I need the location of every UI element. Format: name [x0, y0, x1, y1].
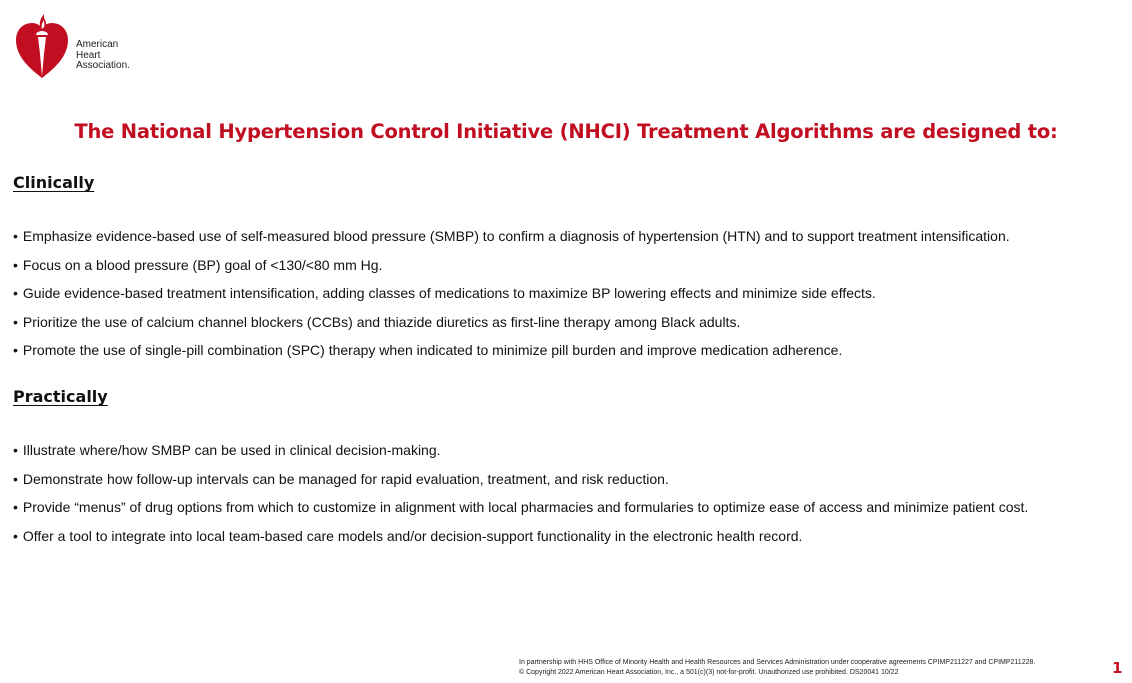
- list-item: • Demonstrate how follow-up intervals can be managed for rapid evaluation, treatment, and risk reduction.: [13, 470, 1028, 499]
- heart-torch-icon: [14, 10, 70, 82]
- logo-wordmark: [76, 40, 130, 72]
- section-heading-practically: Practically: [13, 387, 108, 406]
- list-item: • Emphasize evidence-based use of self-measured blood pressure (SMBP) to confirm a diagnosis of hypertension (HTN) and to support treatment intensification.: [13, 227, 1010, 256]
- aha-logo: [14, 10, 154, 82]
- logo-line-3: Association.: [76, 60, 130, 71]
- list-item: • Promote the use of single-pill combination (SPC) therapy when indicated to minimize pill burden and improve medication adherence.: [13, 341, 1010, 370]
- logo-line-1: American: [76, 39, 119, 50]
- list-item: • Illustrate where/how SMBP can be used in clinical decision-making.: [13, 441, 1028, 470]
- practically-list: [13, 441, 1028, 555]
- list-item: • Offer a tool to integrate into local team-based care models and/or decision-support functionality in the electronic health record.: [13, 527, 1028, 556]
- list-item: • Prioritize the use of calcium channel blockers (CCBs) and thiazide diuretics as first-line therapy among Black adults.: [13, 313, 1010, 342]
- logo-line-2: Heart: [76, 49, 101, 61]
- page-number: 1: [1112, 659, 1123, 677]
- page-title: The National Hypertension Control Initiative (NHCI) Treatment Algorithms are designed to:: [74, 120, 1058, 143]
- footer-legal: [519, 658, 1035, 678]
- footer-partnership: In partnership with HHS Office of Minority Health and Health Resources and Services Administration under cooperative agreements CPIMP211227 and CPIMP211228.: [519, 659, 1036, 666]
- list-item: • Guide evidence-based treatment intensification, adding classes of medications to maximize BP lowering effects and minimize side effects.: [13, 284, 1010, 313]
- clinically-list: [13, 227, 1010, 370]
- footer-copyright: © Copyright 2022 American Heart Association, Inc., a 501(c)(3) not-for-profit. Unauthorized use prohibited. DS20041 10/22: [519, 669, 899, 676]
- list-item: • Focus on a blood pressure (BP) goal of <130/<80 mm Hg.: [13, 256, 1010, 285]
- section-heading-clinically: Clinically: [13, 173, 95, 192]
- list-item: • Provide “menus” of drug options from which to customize in alignment with local pharmacies and formularies to optimize ease of access and minimize patient cost.: [13, 498, 1028, 527]
